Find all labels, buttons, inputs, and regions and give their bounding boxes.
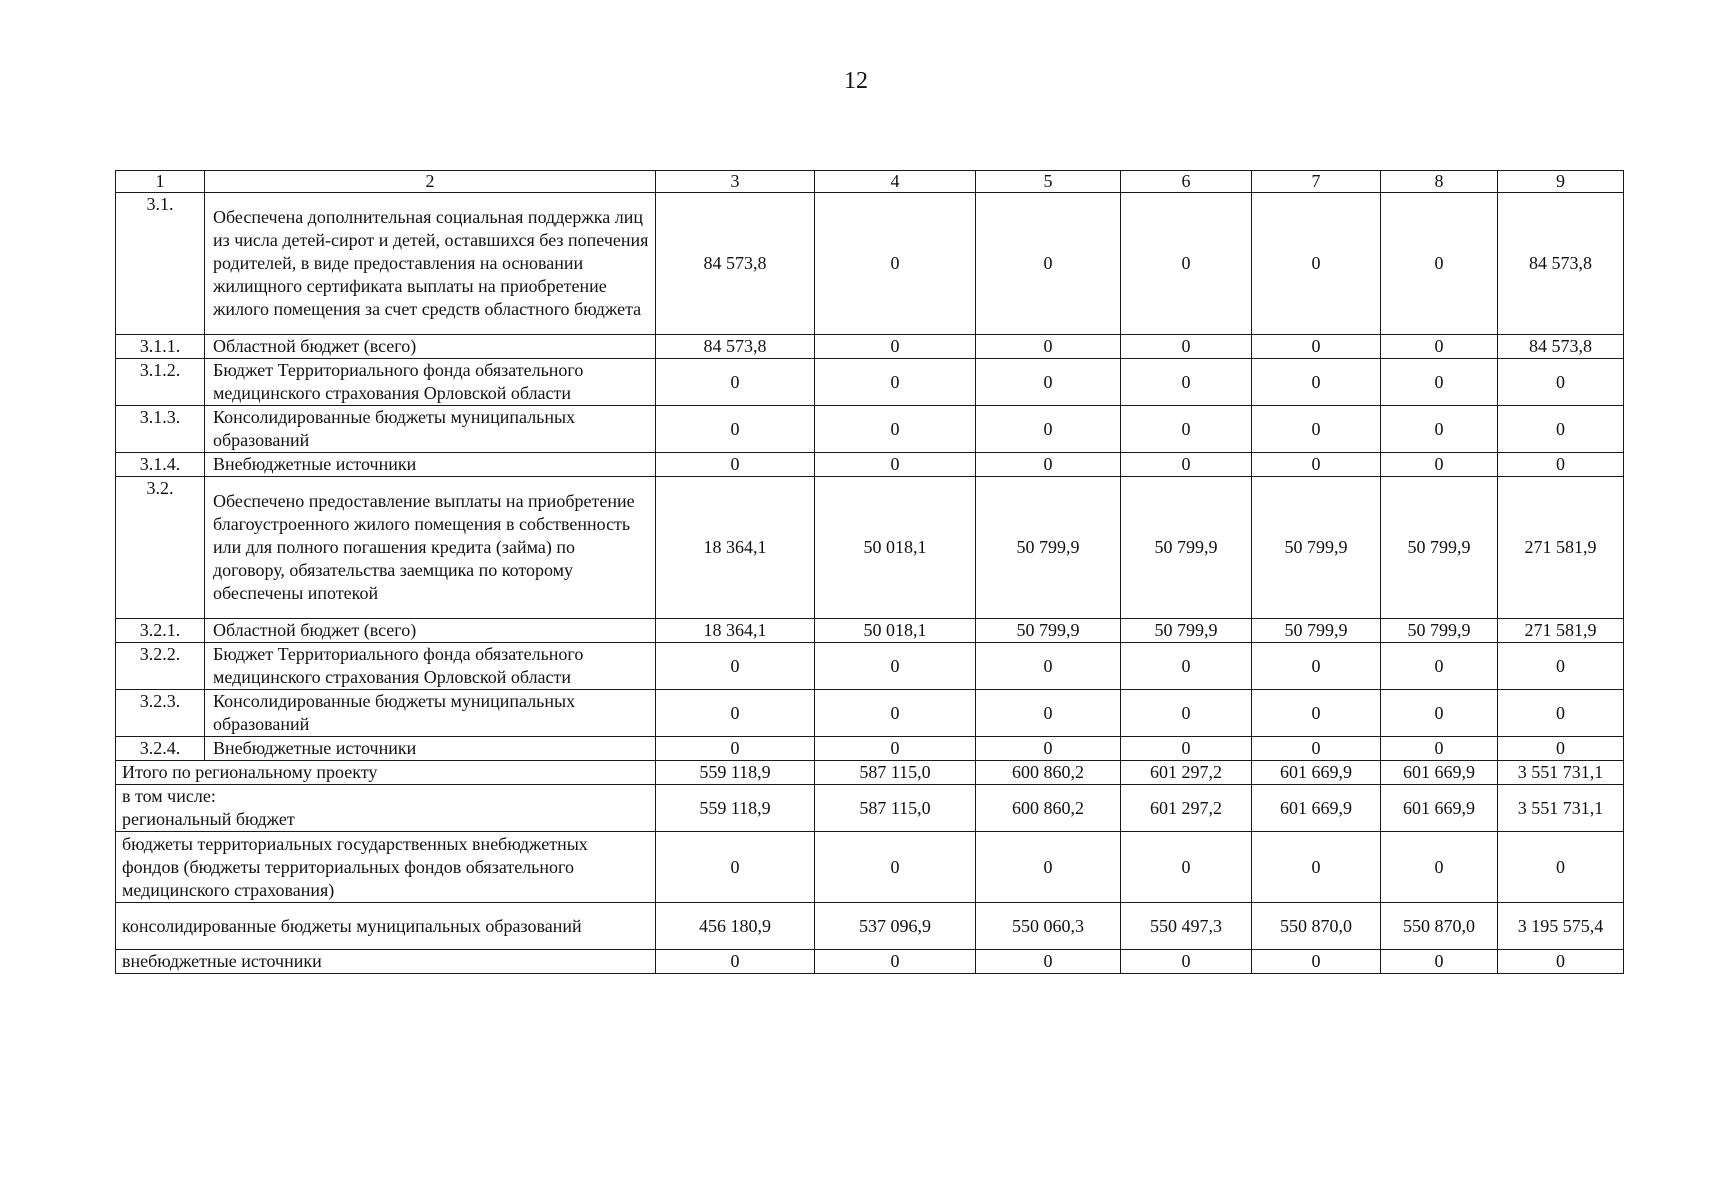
row-description: Внебюджетные источники	[205, 453, 656, 477]
value-cell: 0	[815, 193, 976, 335]
value-cell: 600 860,2	[976, 761, 1121, 785]
value-cell: 271 581,9	[1498, 619, 1624, 643]
value-cell: 0	[1252, 690, 1381, 737]
value-cell: 50 799,9	[1121, 619, 1252, 643]
value-cell: 0	[1252, 335, 1381, 359]
column-number: 4	[815, 171, 976, 193]
value-cell: 0	[1381, 193, 1498, 335]
value-cell: 559 118,9	[656, 761, 815, 785]
column-number: 1	[116, 171, 205, 193]
value-cell: 550 870,0	[1381, 903, 1498, 950]
value-cell: 0	[656, 453, 815, 477]
row-index: 3.2.3.	[116, 690, 205, 737]
value-cell: 0	[815, 950, 976, 974]
value-cell: 0	[1252, 193, 1381, 335]
row-index: 3.1.	[116, 193, 205, 335]
column-number: 9	[1498, 171, 1624, 193]
value-cell: 0	[1252, 406, 1381, 453]
value-cell: 50 018,1	[815, 477, 976, 619]
row-index: 3.2.2.	[116, 643, 205, 690]
table-row	[116, 477, 1624, 619]
value-cell: 18 364,1	[656, 477, 815, 619]
value-cell: 0	[1121, 950, 1252, 974]
value-cell: 0	[1252, 643, 1381, 690]
value-cell: 587 115,0	[815, 785, 976, 832]
value-cell: 0	[1381, 643, 1498, 690]
value-cell: 0	[1121, 193, 1252, 335]
table-row	[116, 335, 1624, 359]
value-cell: 559 118,9	[656, 785, 815, 832]
value-cell: 0	[815, 832, 976, 903]
row-description: Обеспечена дополнительная социальная поддержка лиц из числа детей-сирот и детей, оставшихся без попечения родителей, в виде предоставления на основании жилищного сертификата выплаты на приобретение жилого помещения за счет средств областного бюджета	[205, 193, 656, 335]
value-cell: 0	[1121, 406, 1252, 453]
table-row	[116, 453, 1624, 477]
value-cell: 0	[656, 643, 815, 690]
value-cell: 0	[815, 643, 976, 690]
value-cell: 0	[976, 193, 1121, 335]
value-cell: 50 799,9	[1252, 477, 1381, 619]
value-cell: 0	[1252, 737, 1381, 761]
value-cell: 50 799,9	[1252, 619, 1381, 643]
value-cell: 601 669,9	[1252, 761, 1381, 785]
value-cell: 0	[815, 453, 976, 477]
value-cell: 0	[656, 737, 815, 761]
value-cell: 0	[976, 950, 1121, 974]
summary-label: внебюджетные источники	[116, 950, 656, 974]
row-index: 3.2.1.	[116, 619, 205, 643]
table-row	[116, 643, 1624, 690]
value-cell: 0	[1121, 359, 1252, 406]
summary-label: бюджеты территориальных государственных внебюджетных фондов (бюджеты территориальных фондов обязательного медицинского страхования)	[116, 832, 656, 903]
value-cell: 0	[1381, 832, 1498, 903]
value-cell: 50 799,9	[1121, 477, 1252, 619]
value-cell: 0	[1252, 832, 1381, 903]
value-cell: 50 799,9	[1381, 619, 1498, 643]
value-cell: 0	[1498, 453, 1624, 477]
value-cell: 0	[1252, 359, 1381, 406]
row-index: 3.2.4.	[116, 737, 205, 761]
value-cell: 0	[1498, 643, 1624, 690]
value-cell: 550 870,0	[1252, 903, 1381, 950]
value-cell: 0	[976, 406, 1121, 453]
row-description: Бюджет Территориального фонда обязательного медицинского страхования Орловской области	[205, 359, 656, 406]
value-cell: 600 860,2	[976, 785, 1121, 832]
column-number: 2	[205, 171, 656, 193]
table-row	[116, 193, 1624, 335]
row-index: 3.1.3.	[116, 406, 205, 453]
value-cell: 84 573,8	[1498, 335, 1624, 359]
value-cell: 0	[1121, 335, 1252, 359]
value-cell: 601 297,2	[1121, 785, 1252, 832]
value-cell: 550 060,3	[976, 903, 1121, 950]
value-cell: 0	[976, 737, 1121, 761]
column-number-row	[116, 171, 1624, 193]
value-cell: 0	[1121, 453, 1252, 477]
table-row	[116, 690, 1624, 737]
value-cell: 456 180,9	[656, 903, 815, 950]
column-number: 5	[976, 171, 1121, 193]
value-cell: 50 799,9	[1381, 477, 1498, 619]
value-cell: 550 497,3	[1121, 903, 1252, 950]
value-cell: 0	[976, 643, 1121, 690]
value-cell: 0	[815, 406, 976, 453]
value-cell: 0	[976, 359, 1121, 406]
row-description: Консолидированные бюджеты муниципальных образований	[205, 406, 656, 453]
row-description: Консолидированные бюджеты муниципальных образований	[205, 690, 656, 737]
value-cell: 537 096,9	[815, 903, 976, 950]
value-cell: 0	[1121, 832, 1252, 903]
value-cell: 3 551 731,1	[1498, 785, 1624, 832]
value-cell: 0	[656, 406, 815, 453]
value-cell: 50 799,9	[976, 619, 1121, 643]
column-number: 3	[656, 171, 815, 193]
summary-label: консолидированные бюджеты муниципальных образований	[116, 903, 656, 950]
value-cell: 0	[976, 832, 1121, 903]
value-cell: 0	[656, 950, 815, 974]
value-cell: 0	[1381, 406, 1498, 453]
value-cell: 601 669,9	[1252, 785, 1381, 832]
column-number: 8	[1381, 171, 1498, 193]
budget-table	[115, 170, 1624, 974]
row-index: 3.1.4.	[116, 453, 205, 477]
table-row	[116, 359, 1624, 406]
value-cell: 0	[1498, 690, 1624, 737]
value-cell: 0	[1121, 643, 1252, 690]
row-index: 3.2.	[116, 477, 205, 619]
page-number: 12	[844, 68, 868, 94]
value-cell: 0	[656, 690, 815, 737]
value-cell: 271 581,9	[1498, 477, 1624, 619]
value-cell: 0	[1252, 453, 1381, 477]
value-cell: 0	[1381, 335, 1498, 359]
value-cell: 0	[815, 690, 976, 737]
value-cell: 84 573,8	[1498, 193, 1624, 335]
row-index: 3.1.2.	[116, 359, 205, 406]
value-cell: 0	[976, 335, 1121, 359]
column-number: 7	[1252, 171, 1381, 193]
row-description: Областной бюджет (всего)	[205, 335, 656, 359]
value-cell: 0	[1381, 950, 1498, 974]
value-cell: 0	[1381, 737, 1498, 761]
value-cell: 0	[1381, 453, 1498, 477]
column-number: 6	[1121, 171, 1252, 193]
value-cell: 84 573,8	[656, 335, 815, 359]
table-row	[116, 737, 1624, 761]
summary-label: в том числе: региональный бюджет	[116, 785, 656, 832]
row-description: Бюджет Территориального фонда обязательного медицинского страхования Орловской области	[205, 643, 656, 690]
value-cell: 3 195 575,4	[1498, 903, 1624, 950]
value-cell: 0	[656, 359, 815, 406]
summary-label: Итого по региональному проекту	[116, 761, 656, 785]
value-cell: 0	[1498, 832, 1624, 903]
row-description: Обеспечено предоставление выплаты на приобретение благоустроенного жилого помещения в собственность или для полного погашения кредита (займа) по договору, обязательства заемщика по которому обеспечены ипотекой	[205, 477, 656, 619]
value-cell: 0	[1252, 950, 1381, 974]
value-cell: 0	[976, 690, 1121, 737]
summary-row	[116, 785, 1624, 832]
value-cell: 0	[815, 737, 976, 761]
summary-row	[116, 950, 1624, 974]
value-cell: 0	[815, 335, 976, 359]
value-cell: 0	[1121, 737, 1252, 761]
value-cell: 3 551 731,1	[1498, 761, 1624, 785]
value-cell: 0	[1498, 359, 1624, 406]
row-description: Областной бюджет (всего)	[205, 619, 656, 643]
value-cell: 0	[815, 359, 976, 406]
value-cell: 0	[976, 453, 1121, 477]
table-row	[116, 619, 1624, 643]
value-cell: 0	[1498, 406, 1624, 453]
value-cell: 50 018,1	[815, 619, 976, 643]
value-cell: 0	[1498, 950, 1624, 974]
value-cell: 601 297,2	[1121, 761, 1252, 785]
value-cell: 0	[1121, 690, 1252, 737]
summary-row	[116, 761, 1624, 785]
value-cell: 0	[656, 832, 815, 903]
value-cell: 601 669,9	[1381, 785, 1498, 832]
value-cell: 84 573,8	[656, 193, 815, 335]
table-row	[116, 406, 1624, 453]
value-cell: 0	[1381, 690, 1498, 737]
value-cell: 50 799,9	[976, 477, 1121, 619]
summary-row	[116, 832, 1624, 903]
value-cell: 587 115,0	[815, 761, 976, 785]
value-cell: 0	[1498, 737, 1624, 761]
row-description: Внебюджетные источники	[205, 737, 656, 761]
value-cell: 601 669,9	[1381, 761, 1498, 785]
summary-row	[116, 903, 1624, 950]
row-index: 3.1.1.	[116, 335, 205, 359]
value-cell: 0	[1381, 359, 1498, 406]
value-cell: 18 364,1	[656, 619, 815, 643]
